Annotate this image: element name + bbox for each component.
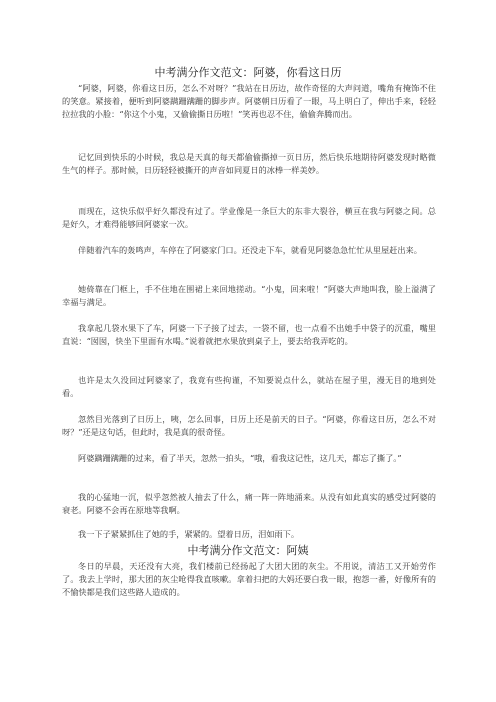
paragraph: 而现在，这快乐似乎好久都没有过了。学业像是一条巨大的东非大裂谷，横亘在我与阿婆之间。总是好久，才难得能够回阿婆家一次。 (62, 206, 436, 229)
article-title: 中考满分作文范文：阿姨 (187, 544, 309, 557)
paragraph: “阿婆，阿婆，你看这日历，怎么不对呀？”我站在日历边，故作奇怪的大声问道，嘴角有掩饰不住的笑意。紧接着，便听到阿婆蹒跚蹒跚的脚步声。阿婆朝日历看了一眼，马上明白了，伸出手来，轻轻拉拉我的小脸：“你这个小鬼，又偷偷撕日历啦！”笑再也忍不住，偷偷奔腾而出。 (62, 83, 436, 119)
paragraph: 伴随着汽车的轰鸣声，车停在了阿婆家门口。还没走下车，就看见阿婆急急忙忙从里屋赶出来。 (78, 245, 422, 255)
paragraph: 我拿起几袋水果下了车，阿婆一下子接了过去，一袋不留，也一点看不出她手中袋子的沉重，嘴里直说：“囡囡，快坐下里面有水喝。”说着就把水果放到桌子上，要去给我弄吃的。 (62, 323, 436, 346)
paragraph: 忽然目光落到了日历上，咦，怎么回事，日历上还是前天的日子。“阿婆，你看这日历，怎么不对呀？”还是这句话，但此时，我是真的很奇怪。 (62, 414, 436, 437)
paragraph: 我一下子紧紧抓住了她的手，紧紧的。望着日历，泪如雨下。 (78, 529, 300, 539)
article-title: 中考满分作文范文：阿婆，你看这日历 (154, 66, 342, 79)
paragraph: 阿婆蹒跚蹒跚的过来，看了半天，忽然一拍头，“哦，看我这记性，这几天，都忘了撕了。” (78, 453, 402, 463)
paragraph: 她倚靠在门框上，手不住地在围裙上来回地搓动。“小鬼，回来啦！”阿婆大声地叫我，脸上溢满了幸福与满足。 (62, 284, 436, 307)
paragraph: 冬日的早晨，天还没有大亮，我们楼前已经扬起了大团大团的灰尘。不用说，清洁工又开始劳作了。我去上学时，那大团的灰尘呛得我直咳嗽。拿着扫把的大妈还要白我一眼，抱怨一番，好像所有的不愉快都是我们这些路人造成的。 (62, 561, 436, 597)
paragraph: 记忆回到快乐的小时候，我总是天真的每天都偷偷撕掉一页日历，然后快乐地期待阿婆发现时略微生气的样子。那时候，日历轻轻被撕开的声音如同夏日的冰棒一样美妙。 (62, 152, 436, 175)
paragraph: 也许是太久没回过阿婆家了，我竟有些拘谨，不知要说点什么，就站在屋子里，漫无目的地到处看。 (62, 375, 436, 398)
paragraph: 我的心猛地一沉，似乎忽然被人抽去了什么，痛一阵一阵地涌来。从没有如此真实的感受过阿婆的衰老。阿婆不会再在原地等我啊。 (62, 492, 436, 515)
